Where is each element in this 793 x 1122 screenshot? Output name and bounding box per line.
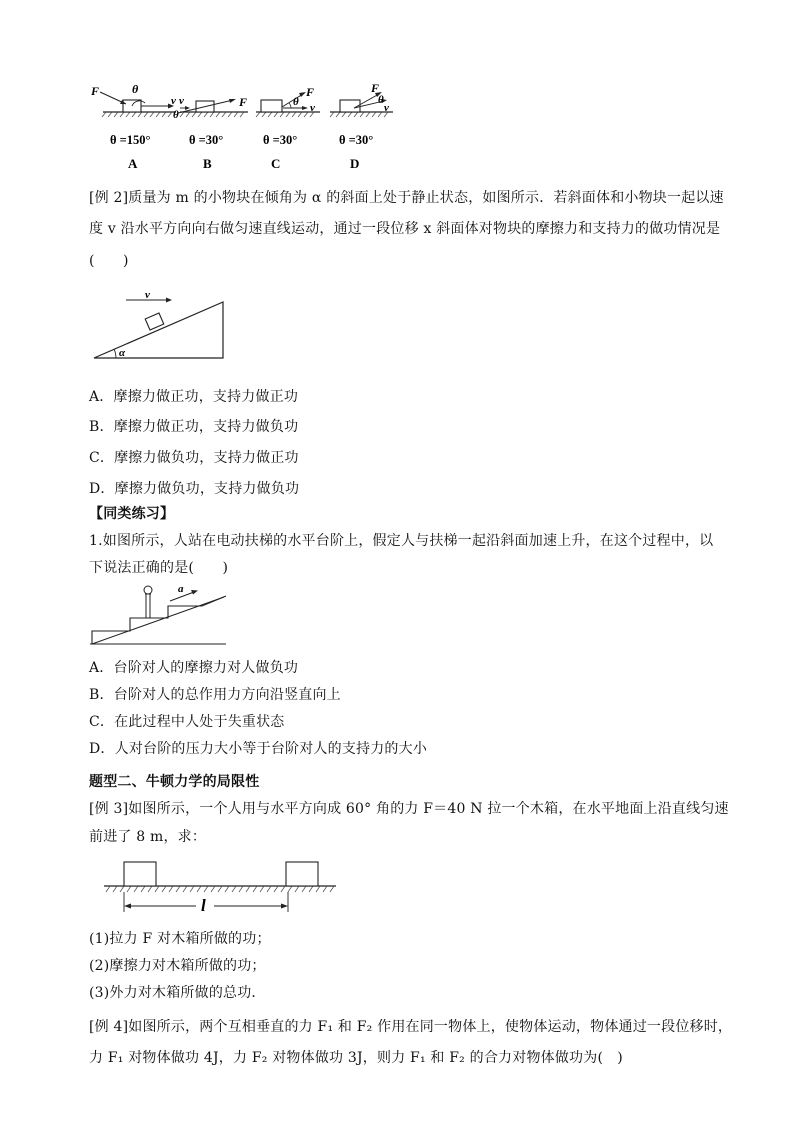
practice-option-d: D．人对台阶的压力大小等于台阶对人的支持力的大小 — [89, 741, 428, 757]
ex2-line1: [例 2]质量为 m 的小物块在倾角为 α 的斜面上处于静止状态，如图所示．若斜面体和小物块一起以速 — [89, 190, 724, 206]
escalator-diagram — [90, 582, 230, 648]
ex3-box-diagram — [104, 858, 340, 914]
ex2-option-a: A．摩擦力做正功，支持力做正功 — [89, 389, 299, 405]
fig1-a-theta: θ =150° — [110, 133, 151, 147]
ex3-line1: [例 3]如图所示，一个人用与水平方向成 60° 角的力 F＝40 N 拉一个木箱，在水平地面上沿直线匀速 — [89, 801, 729, 817]
fig1-d-letter: D — [350, 156, 360, 171]
practice-option-b: B．台阶对人的总作用力方向沿竖直向上 — [89, 687, 341, 703]
fig1-c-v: v — [310, 102, 315, 114]
fig1-a-v: v — [171, 95, 176, 107]
ex4-line1: [例 4]如图所示，两个互相垂直的力 F₁ 和 F₂ 作用在同一物体上，使物体运动，物体通过一段位移时， — [89, 1019, 733, 1035]
fig1-b-F: F — [239, 95, 248, 109]
practice-heading: 【同类练习】 — [89, 506, 175, 522]
fig1-b-letter: B — [203, 156, 212, 171]
fig1-d-F: F — [371, 81, 380, 95]
ex3-fig-l: l — [201, 896, 206, 915]
fig1-c-F: F — [306, 85, 315, 99]
fig1-b-angle: θ — [173, 109, 179, 121]
fig1-a-F: F — [91, 84, 100, 98]
ex2-line3: ( ) — [89, 253, 129, 269]
fig1-c-theta: θ =30° — [263, 133, 298, 147]
ex2-line2: 度 v 沿水平方向向右做匀速直线运动，通过一段位移 x 斜面体对物块的摩擦力和支持力的做功情况是 — [89, 221, 721, 237]
fig1-d-v: v — [384, 102, 389, 114]
ex3-part1: (1)拉力 F 对木箱所做的功； — [89, 931, 271, 947]
ex3-part2: (2)摩擦力对木箱所做的功； — [89, 958, 266, 974]
practice-option-a: A．台阶对人的摩擦力对人做负功 — [89, 660, 299, 676]
fig1-b-v: v — [179, 95, 184, 107]
ex2-option-c: C．摩擦力做负功，支持力做正功 — [89, 450, 299, 466]
ex2-option-b: B．摩擦力做正功，支持力做负功 — [89, 419, 299, 435]
fig1-panel-b — [178, 99, 248, 117]
ex2-fig-v: v — [145, 289, 150, 301]
ex2-fig-alpha: α — [119, 347, 126, 359]
fig1-d-theta: θ =30° — [339, 133, 374, 147]
fig1-a-angle: θ — [132, 82, 139, 96]
fig1-a-letter: A — [128, 156, 138, 171]
practice-q-line1: 1.如图所示，人站在电动扶梯的水平台阶上，假定人与扶梯一起沿斜面加速上升，在这个过程中，以 — [89, 533, 714, 549]
ex2-incline-diagram — [90, 290, 230, 362]
fig1-c-letter: C — [271, 156, 281, 171]
practice-option-c: C．在此过程中人处于失重状态 — [89, 714, 285, 730]
ex3-line2: 前进了 8 m，求： — [89, 829, 207, 845]
practice-q-line2: 下说法正确的是( ) — [89, 560, 229, 576]
fig1-diagram — [88, 80, 408, 175]
escalator-fig-a: a — [178, 583, 184, 595]
ex4-line2: 力 F₁ 对物体做功 4J，力 F₂ 对物体做功 3J，则力 F₁ 和 F₂ 的合力对物体做功为( ) — [89, 1050, 623, 1066]
section2-title: 题型二、牛顿力学的局限性 — [89, 774, 260, 790]
fig1-b-theta: θ =30° — [189, 133, 224, 147]
fig1-c-angle: θ — [293, 96, 299, 108]
ex3-part3: (3)外力对木箱所做的总功． — [89, 985, 266, 1001]
fig1-d-angle: θ — [378, 94, 384, 106]
ex2-option-d: D．摩擦力做负功，支持力做负功 — [89, 481, 300, 497]
